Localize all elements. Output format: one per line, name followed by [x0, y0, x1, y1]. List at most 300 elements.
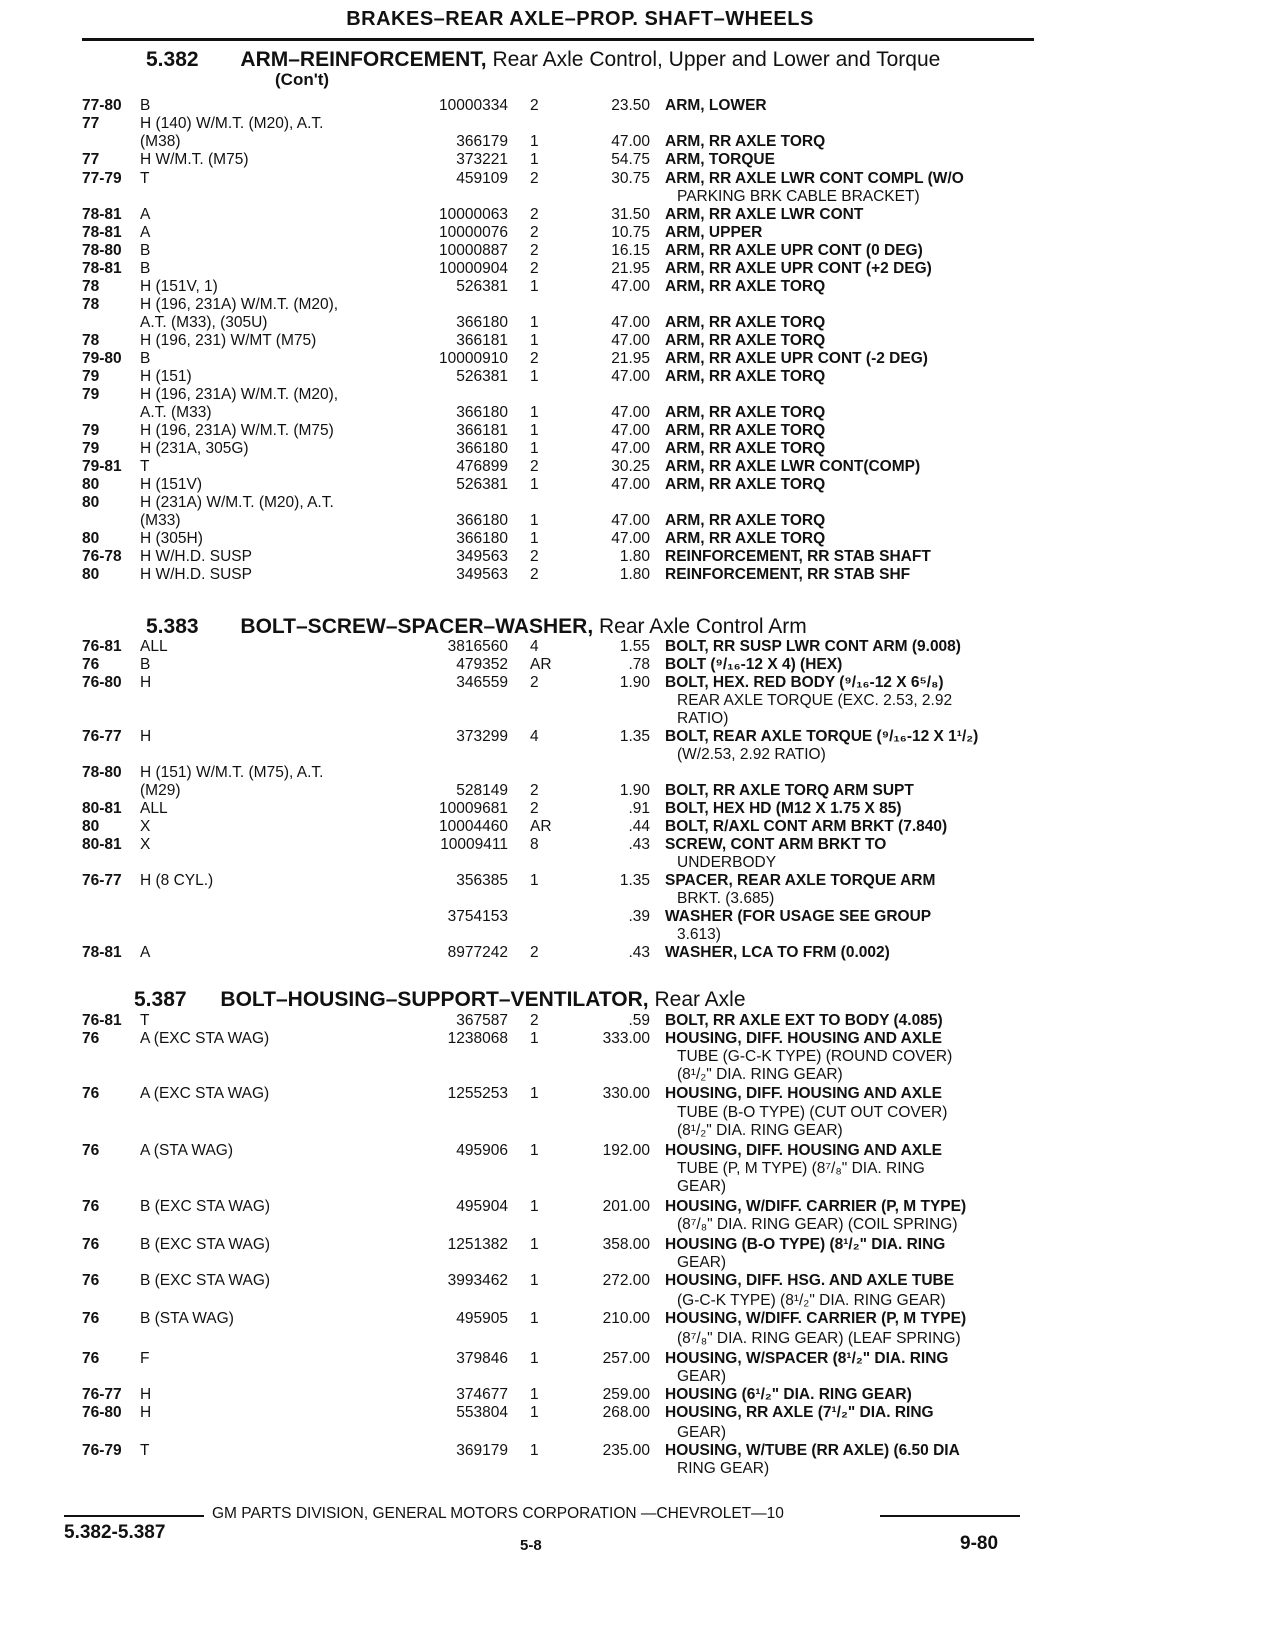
application-desc: ALL: [140, 800, 168, 817]
part-number: 366181: [456, 422, 508, 439]
quantity: 2: [530, 97, 539, 114]
part-number: 349563: [456, 566, 508, 583]
model-years: 76: [82, 1350, 100, 1367]
part-description: [665, 836, 1031, 854]
application-desc: H (196, 231A) W/M.T. (M75): [140, 422, 334, 439]
part-description-cont: RATIO): [677, 710, 729, 727]
part-description-cont: GEAR): [677, 1368, 727, 1385]
application-desc: (M38): [140, 133, 181, 150]
part-description: [665, 1216, 1031, 1234]
part-description: [665, 206, 1031, 224]
part-number: 495906: [456, 1142, 508, 1159]
model-years: 76: [82, 1030, 100, 1047]
part-number: 10000063: [439, 206, 508, 223]
list-price: 16.15: [611, 242, 650, 259]
application-desc: A: [140, 944, 151, 961]
part-number: 379846: [456, 1350, 508, 1367]
part-name: HOUSING (6¹/₂" DIA. RING GEAR): [665, 1386, 912, 1403]
model-years: 79: [82, 422, 100, 439]
model-years: 80: [82, 818, 100, 835]
part-description: [665, 818, 1031, 836]
quantity: 1: [530, 422, 539, 439]
quantity: 1: [530, 1386, 539, 1403]
list-price: 47.00: [611, 332, 650, 349]
list-price: 47.00: [611, 440, 650, 457]
model-years: 76-80: [82, 674, 122, 691]
application-desc: H (196, 231A) W/M.T. (M20),: [140, 386, 339, 403]
part-description: [665, 188, 1031, 206]
part-description-cont: GEAR): [677, 1254, 727, 1271]
quantity: 1: [530, 1272, 539, 1289]
list-price: 30.75: [611, 170, 650, 187]
quantity: 1: [530, 440, 539, 457]
model-years: 77-79: [82, 170, 122, 187]
part-description: [665, 476, 1031, 494]
model-years: 78: [82, 296, 100, 313]
application-desc: H: [140, 728, 152, 745]
part-description: [665, 1030, 1031, 1048]
list-price: 47.00: [611, 530, 650, 547]
part-description: [665, 1350, 1031, 1368]
list-price: 10.75: [611, 224, 650, 241]
application-desc: B: [140, 260, 151, 277]
part-description: [665, 854, 1031, 872]
model-years: 76-79: [82, 1442, 122, 1459]
part-number: 10000904: [439, 260, 508, 277]
part-description: [665, 404, 1031, 422]
part-description: [665, 97, 1031, 115]
part-name: BOLT (⁹/₁₆-12 X 4) (HEX): [665, 656, 843, 673]
application-desc: H (151V, 1): [140, 278, 218, 295]
part-name: HOUSING, W/TUBE (RR AXLE) (6.50 DIA: [665, 1442, 960, 1459]
part-description-cont: TUBE (P, M TYPE) (8⁷/₈" DIA. RING: [677, 1160, 925, 1177]
quantity: 4: [530, 638, 539, 655]
model-years: 78-80: [82, 242, 122, 259]
part-description: [665, 332, 1031, 350]
list-price: 1.35: [619, 728, 650, 745]
model-years: 76: [82, 1142, 100, 1159]
part-description: [665, 151, 1031, 169]
part-description: [665, 1368, 1031, 1386]
application-desc: B (EXC STA WAG): [140, 1198, 271, 1215]
application-desc: H (140) W/M.T. (M20), A.T.: [140, 115, 324, 132]
application-desc: B (EXC STA WAG): [140, 1236, 271, 1253]
part-number: 476899: [456, 458, 508, 475]
application-desc: H W/M.T. (M75): [140, 151, 249, 168]
part-name: ARM, RR AXLE TORQ: [665, 314, 826, 331]
part-description: [665, 656, 1031, 674]
part-description: [665, 350, 1031, 368]
list-price: 268.00: [602, 1404, 650, 1421]
application-desc: H (151V): [140, 476, 203, 493]
quantity: 2: [530, 674, 539, 691]
list-price: .44: [628, 818, 650, 835]
quantity: 1: [530, 332, 539, 349]
part-description: [665, 314, 1031, 332]
list-price: 1.80: [619, 548, 650, 565]
application-desc: B: [140, 656, 151, 673]
part-number: 1251382: [447, 1236, 508, 1253]
quantity: 2: [530, 260, 539, 277]
part-description: [665, 1012, 1031, 1030]
part-number: 346559: [456, 674, 508, 691]
part-name: HOUSING, W/DIFF. CARRIER (P, M TYPE): [665, 1310, 967, 1327]
part-name: ARM, RR AXLE TORQ: [665, 530, 826, 547]
list-price: 259.00: [602, 1386, 650, 1403]
part-description: [665, 1104, 1031, 1122]
footer-page-number: 5-8: [520, 1537, 542, 1554]
quantity: 2: [530, 566, 539, 583]
part-number: 374677: [456, 1386, 508, 1403]
part-description: [665, 1404, 1031, 1422]
application-desc: A.T. (M33): [140, 404, 212, 421]
section-number: 5.382: [146, 48, 199, 71]
quantity: 1: [530, 133, 539, 150]
part-description-cont: BRKT. (3.685): [677, 890, 775, 907]
list-price: 201.00: [602, 1198, 650, 1215]
part-name: ARM, RR AXLE UPR CONT (0 DEG): [665, 242, 923, 259]
list-price: 330.00: [602, 1085, 650, 1102]
model-years: 78-80: [82, 764, 122, 781]
list-price: 47.00: [611, 278, 650, 295]
part-name: BOLT, RR SUSP LWR CONT ARM (9.008): [665, 638, 961, 655]
part-number: 366180: [456, 512, 508, 529]
part-name: HOUSING, DIFF. HOUSING AND AXLE: [665, 1030, 943, 1047]
application-desc: H W/H.D. SUSP: [140, 548, 252, 565]
part-number: 10009681: [439, 800, 508, 817]
list-price: 47.00: [611, 422, 650, 439]
part-name: BOLT, RR AXLE EXT TO BODY (4.085): [665, 1012, 943, 1029]
application-desc: H (231A) W/M.T. (M20), A.T.: [140, 494, 334, 511]
part-name: ARM, RR AXLE TORQ: [665, 422, 826, 439]
quantity: AR: [530, 818, 552, 835]
part-name: ARM, RR AXLE LWR CONT: [665, 206, 864, 223]
part-description: [665, 224, 1031, 242]
quantity: 1: [530, 872, 539, 889]
application-desc: H (231A, 305G): [140, 440, 249, 457]
part-name: ARM, RR AXLE TORQ: [665, 133, 826, 150]
list-price: 1.90: [619, 674, 650, 691]
part-name: WASHER (FOR USAGE SEE GROUP: [665, 908, 932, 925]
application-desc: T: [140, 458, 150, 475]
list-price: 257.00: [602, 1350, 650, 1367]
quantity: 1: [530, 1142, 539, 1159]
part-name: SPACER, REAR AXLE TORQUE ARM: [665, 872, 936, 889]
section-heading-5-387: [134, 988, 746, 1012]
section-heading-5-383: [146, 615, 807, 639]
part-description: [665, 1292, 1031, 1310]
application-desc: T: [140, 1012, 150, 1029]
part-description-cont: TUBE (B-O TYPE) (CUT OUT COVER): [677, 1104, 948, 1121]
application-desc: T: [140, 170, 150, 187]
application-desc: H (8 CYL.): [140, 872, 214, 889]
application-desc: B: [140, 350, 151, 367]
application-desc: (M29): [140, 782, 181, 799]
application-desc: B (STA WAG): [140, 1310, 234, 1327]
model-years: 76-77: [82, 728, 122, 745]
list-price: 30.25: [611, 458, 650, 475]
part-description: [665, 1386, 1031, 1404]
model-years: 76-77: [82, 872, 122, 889]
part-number: 349563: [456, 548, 508, 565]
model-years: 80-81: [82, 800, 122, 817]
list-price: .59: [628, 1012, 650, 1029]
part-number: 1238068: [447, 1030, 508, 1047]
part-description: [665, 133, 1031, 151]
part-description: [665, 1460, 1031, 1478]
quantity: 1: [530, 314, 539, 331]
application-desc: H: [140, 1404, 152, 1421]
part-name: ARM, RR AXLE UPR CONT (+2 DEG): [665, 260, 932, 277]
quantity: 1: [530, 1030, 539, 1047]
part-number: 10004460: [439, 818, 508, 835]
list-price: 1.80: [619, 566, 650, 583]
part-name: HOUSING, DIFF. HOUSING AND AXLE: [665, 1085, 943, 1102]
model-years: 77: [82, 151, 100, 168]
part-description: [665, 710, 1031, 728]
part-name: HOUSING, W/DIFF. CARRIER (P, M TYPE): [665, 1198, 967, 1215]
model-years: 77: [82, 115, 100, 132]
quantity: 2: [530, 944, 539, 961]
part-description: [665, 1254, 1031, 1272]
part-number: 3816560: [447, 638, 508, 655]
part-description: [665, 1442, 1031, 1460]
part-name: HOUSING, DIFF. HSG. AND AXLE TUBE: [665, 1272, 955, 1289]
part-number: 369179: [456, 1442, 508, 1459]
quantity: 1: [530, 476, 539, 493]
part-name: ARM, RR AXLE TORQ: [665, 440, 826, 457]
part-description: [665, 1178, 1031, 1196]
list-price: 47.00: [611, 404, 650, 421]
application-desc: (M33): [140, 512, 181, 529]
part-number: 526381: [456, 278, 508, 295]
part-number: 1255253: [447, 1085, 508, 1102]
section-subtitle: Rear Axle Control, Upper and Lower and Torque: [492, 48, 941, 71]
section-subtitle: Rear Axle: [654, 988, 746, 1011]
part-description-cont: GEAR): [677, 1178, 727, 1195]
quantity: 2: [530, 242, 539, 259]
application-desc: ALL: [140, 638, 168, 655]
part-description: [665, 170, 1031, 188]
quantity: 2: [530, 458, 539, 475]
part-name: HOUSING (B-O TYPE) (8¹/₂" DIA. RING: [665, 1236, 946, 1253]
quantity: 1: [530, 404, 539, 421]
quantity: 1: [530, 368, 539, 385]
part-description: [665, 692, 1031, 710]
quantity: 2: [530, 548, 539, 565]
part-description-cont: (8¹/₂" DIA. RING GEAR): [677, 1122, 843, 1139]
part-name: BOLT, HEX. RED BODY (⁹/₁₆-12 X 6⁵/₈): [665, 674, 944, 691]
list-price: .43: [628, 944, 650, 961]
part-number: 10000887: [439, 242, 508, 259]
application-desc: T: [140, 1442, 150, 1459]
model-years: 78: [82, 278, 100, 295]
part-name: WASHER, LCA TO FRM (0.002): [665, 944, 890, 961]
part-description: [665, 1424, 1031, 1442]
quantity: 1: [530, 1310, 539, 1327]
part-number: 10000334: [439, 97, 508, 114]
quantity: 2: [530, 782, 539, 799]
section-title: BOLT–HOUSING–SUPPORT–VENTILATOR,: [220, 988, 649, 1011]
model-years: 76-81: [82, 638, 122, 655]
part-number: 10000076: [439, 224, 508, 241]
quantity: 8: [530, 836, 539, 853]
quantity: 2: [530, 800, 539, 817]
list-price: 235.00: [602, 1442, 650, 1459]
part-description: [665, 1330, 1031, 1348]
part-description-cont: (8¹/₂" DIA. RING GEAR): [677, 1066, 843, 1083]
part-description: [665, 1198, 1031, 1216]
model-years: 76-80: [82, 1404, 122, 1421]
model-years: 78-81: [82, 206, 122, 223]
part-number: 10000910: [439, 350, 508, 367]
part-name: ARM, TORQUE: [665, 151, 775, 168]
part-number: 3993462: [447, 1272, 508, 1289]
model-years: 80: [82, 476, 100, 493]
part-description-cont: UNDERBODY: [677, 854, 777, 871]
part-name: REINFORCEMENT, RR STAB SHAFT: [665, 548, 931, 565]
part-description-cont: (G-C-K TYPE) (8¹/₂" DIA. RING GEAR): [677, 1292, 946, 1309]
application-desc: A (EXC STA WAG): [140, 1030, 270, 1047]
quantity: 1: [530, 1442, 539, 1459]
part-description: [665, 260, 1031, 278]
part-description: [665, 746, 1031, 764]
part-name: HOUSING, W/SPACER (8¹/₂" DIA. RING: [665, 1350, 949, 1367]
part-description-cont: RING GEAR): [677, 1460, 770, 1477]
part-number: 459109: [456, 170, 508, 187]
model-years: 80-81: [82, 836, 122, 853]
list-price: 47.00: [611, 314, 650, 331]
part-number: 373299: [456, 728, 508, 745]
part-description: [665, 440, 1031, 458]
model-years: 79-80: [82, 350, 122, 367]
model-years: 79-81: [82, 458, 122, 475]
part-description-cont: (8⁷/₈" DIA. RING GEAR) (COIL SPRING): [677, 1216, 958, 1233]
list-price: 47.00: [611, 476, 650, 493]
part-name: ARM, RR AXLE TORQ: [665, 332, 826, 349]
list-price: 333.00: [602, 1030, 650, 1047]
quantity: 1: [530, 1404, 539, 1421]
part-number: 366180: [456, 530, 508, 547]
model-years: 80: [82, 530, 100, 547]
application-desc: H W/H.D. SUSP: [140, 566, 252, 583]
part-number: 366181: [456, 332, 508, 349]
part-name: ARM, RR AXLE TORQ: [665, 278, 826, 295]
page-header-title: BRAKES–REAR AXLE–PROP. SHAFT–WHEELS: [346, 8, 814, 30]
model-years: 78-81: [82, 260, 122, 277]
part-description: [665, 674, 1031, 692]
part-number: 528149: [456, 782, 508, 799]
quantity: 2: [530, 224, 539, 241]
model-years: 76-81: [82, 1012, 122, 1029]
part-number: 3754153: [447, 908, 508, 925]
model-years: 76: [82, 1310, 100, 1327]
quantity: 1: [530, 530, 539, 547]
quantity: 2: [530, 350, 539, 367]
part-description: [665, 1048, 1031, 1066]
part-description: [665, 1085, 1031, 1103]
quantity: 4: [530, 728, 539, 745]
part-description-cont: PARKING BRK CABLE BRACKET): [677, 188, 920, 205]
part-name: ARM, RR AXLE TORQ: [665, 368, 826, 385]
part-description: [665, 422, 1031, 440]
part-description: [665, 800, 1031, 818]
part-number: 479352: [456, 656, 508, 673]
list-price: 1.55: [619, 638, 650, 655]
quantity: 1: [530, 1198, 539, 1215]
model-years: 77-80: [82, 97, 122, 114]
list-price: 54.75: [611, 151, 650, 168]
quantity: 1: [530, 1085, 539, 1102]
model-years: 76-78: [82, 548, 122, 565]
application-desc: B: [140, 97, 151, 114]
application-desc: H (151) W/M.T. (M75), A.T.: [140, 764, 324, 781]
model-years: 80: [82, 494, 100, 511]
part-number: 366180: [456, 440, 508, 457]
quantity: 1: [530, 1350, 539, 1367]
list-price: 192.00: [602, 1142, 650, 1159]
part-description-cont: GEAR): [677, 1424, 727, 1441]
part-name: BOLT, HEX HD (M12 X 1.75 X 85): [665, 800, 902, 817]
model-years: 79: [82, 440, 100, 457]
list-price: 23.50: [611, 97, 650, 114]
list-price: 21.95: [611, 260, 650, 277]
model-years: 78: [82, 332, 100, 349]
section-number: 5.387: [134, 988, 187, 1011]
part-number: 10009411: [440, 836, 508, 853]
list-price: 1.35: [619, 872, 650, 889]
model-years: 79: [82, 368, 100, 385]
model-years: 80: [82, 566, 100, 583]
list-price: 31.50: [611, 206, 650, 223]
part-number: 495904: [456, 1198, 508, 1215]
part-description-cont: (W/2.53, 2.92 RATIO): [677, 746, 826, 763]
part-name: BOLT, RR AXLE TORQ ARM SUPT: [665, 782, 914, 799]
application-desc: H (151): [140, 368, 192, 385]
part-description: [665, 548, 1031, 566]
part-number: 367587: [456, 1012, 508, 1029]
quantity: 2: [530, 170, 539, 187]
part-name: ARM, UPPER: [665, 224, 763, 241]
quantity: 1: [530, 1236, 539, 1253]
part-number: 366180: [456, 314, 508, 331]
model-years: 76: [82, 1198, 100, 1215]
part-number: 553804: [456, 1404, 508, 1421]
application-desc: F: [140, 1350, 150, 1367]
quantity: AR: [530, 656, 552, 673]
part-name: BOLT, R/AXL CONT ARM BRKT (7.840): [665, 818, 948, 835]
list-price: .91: [628, 800, 650, 817]
header-rule: [82, 38, 1034, 41]
application-desc: A: [140, 206, 151, 223]
application-desc: A.T. (M33), (305U): [140, 314, 268, 331]
application-desc: X: [140, 836, 151, 853]
part-description: [665, 278, 1031, 296]
part-number: 526381: [456, 368, 508, 385]
list-price: .78: [628, 656, 650, 673]
part-name: ARM, RR AXLE TORQ: [665, 404, 826, 421]
list-price: .43: [628, 836, 650, 853]
footer-rule-left: [64, 1515, 204, 1517]
section-subtitle: Rear Axle Control Arm: [599, 615, 807, 638]
part-description: [665, 926, 1031, 944]
part-description: [665, 368, 1031, 386]
footer-rule-right: [880, 1515, 1020, 1517]
application-desc: A: [140, 224, 151, 241]
section-continued-label: (Con't): [275, 70, 330, 89]
section-title: BOLT–SCREW–SPACER–WASHER,: [240, 615, 594, 638]
part-description: [665, 728, 1031, 746]
